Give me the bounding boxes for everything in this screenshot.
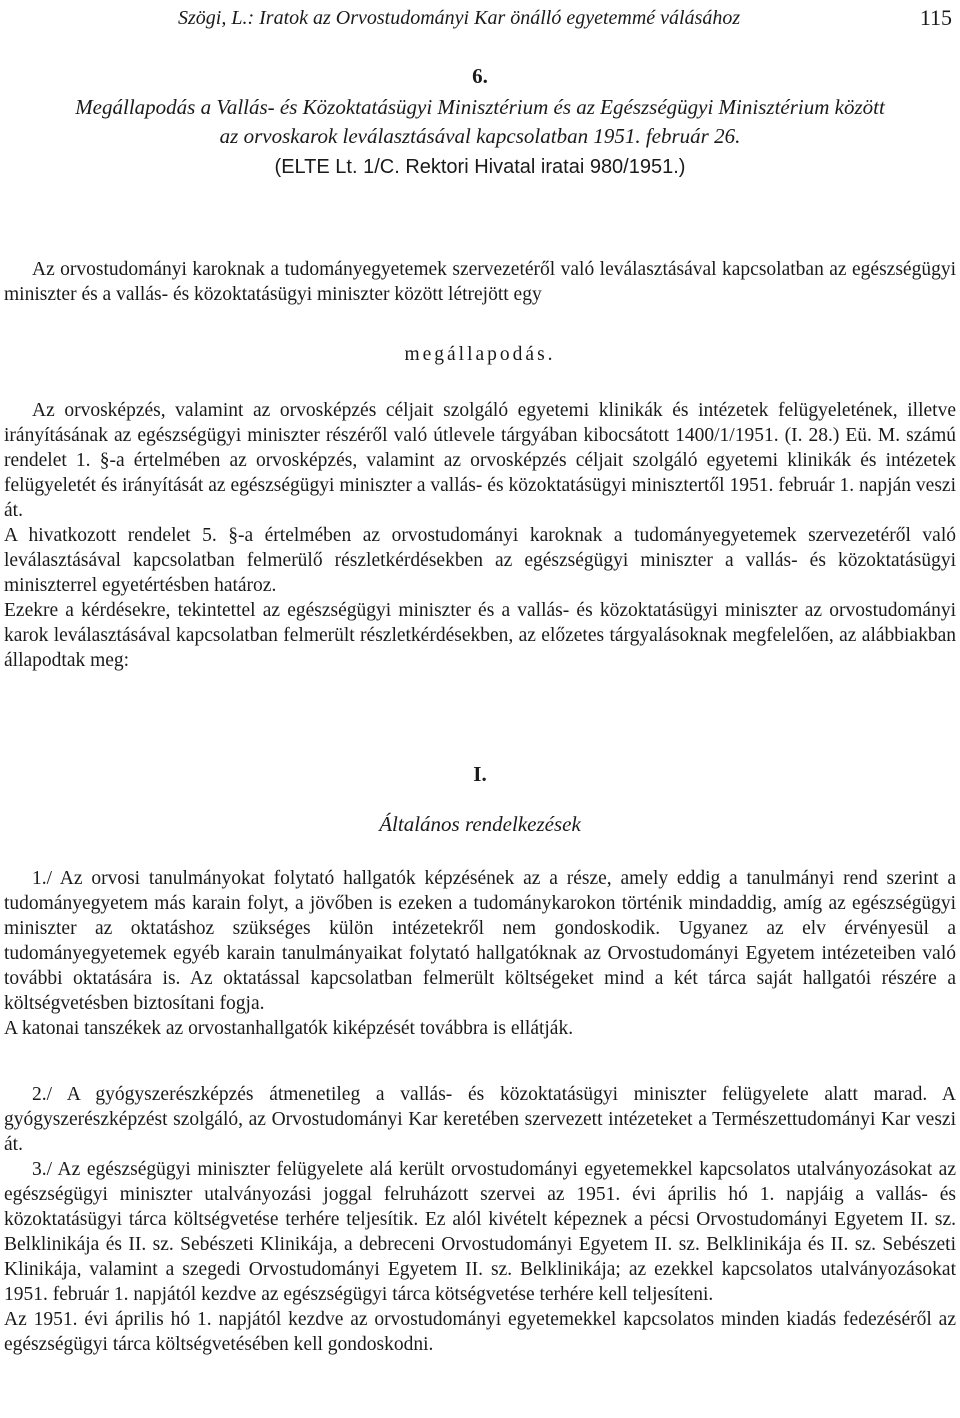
spaced-heading: megállapodás. — [404, 344, 556, 365]
document-title-line-2: az orvoskarok leválasztásával kapcsolatban 1951. február 26. — [219, 124, 741, 148]
intro-paragraph-2: A hivatkozott rendelet 5. §-a értelmében az orvostudományi karoknak a tudományegyetemek szervezetéről való leválasztásával kapcsolatban felmerülő részletkérdésekben az egészségügyi miniszter a vallás- és közoktatásügyi miniszterrel egyetértésben határoz. — [4, 525, 956, 596]
section-1-items-a — [4, 866, 956, 1041]
item-1-continued: A katonai tanszékek az orvostanhallgatók kiképzését továbbra is ellátják. — [4, 1018, 574, 1039]
archival-source: (ELTE Lt. 1/C. Rektori Hivatal iratai 980/1951.) — [274, 156, 686, 178]
section-number: I. — [473, 762, 487, 786]
document-title — [0, 93, 960, 151]
section-1-items-b — [4, 1082, 956, 1357]
preamble-paragraph: Az orvostudományi karoknak a tudományegyetemek szervezetéről való leválasztásával kapcsolatban az egészségügyi miniszter és a vallás- és közoktatásügyi miniszter között létrejött egy — [4, 259, 956, 305]
document-title-line-1: Megállapodás a Vallás- és Közoktatásügyi Minisztérium és az Egészségügyi Minisztérium között — [75, 95, 885, 119]
intro-paragraph-3: Ezekre a kérdésekre, tekintettel az egészségügyi miniszter és a vallás- és közoktatásügyi miniszter az orvostudományi karok leválasztásával kapcsolatban felmerült részletkérdésekben, az előzetes tárgyalásoknak megfelelően, az alábbiakban állapodtak meg: — [4, 600, 956, 671]
item-2: 2./ A gyógyszerészképzés átmenetileg a vallás- és közoktatásügyi miniszter felügyelete alatt marad. A gyógyszerészképzést szolgáló, az Orvostudományi Kar keretében szervezett intézeteket a Természettudományi Kar veszi át. — [4, 1084, 956, 1155]
item-3: 3./ Az egészségügyi miniszter felügyelete alá került orvostudományi egyetemekkel kapcsolatos utalványozásokat az egészségügyi miniszter utalványozási joggal felruházott szervei az 1951. évi április hó 1. napjáig a vallás- és közoktatásügyi tárca költségvetése terhére teljesítik. Ez alól kivételt képeznek a pécsi Orvostudományi Egyetem II. sz. Belklinikája és II. sz. Sebészeti Klinikája, a debreceni Orvostudományi Egyetem II. sz. Belklinikája és II. sz. Sebészeti Klinikája, valamint a szegedi Orvostudományi Egyetem II. sz. Belklinikája; az ezekkel kapcsolatos utalványozásokat 1951. február 1. napjától kezdve az egészségügyi tárca kötségvetése terhére kell teljesíteni. — [4, 1159, 956, 1305]
item-3-continued: Az 1951. évi április hó 1. napjától kezdve az orvostudományi egyetemekkel kapcsolatos minden kiadás fedezéséről az egészségügyi tárca költségvetésében kell gondoskodni. — [4, 1309, 956, 1355]
preamble — [4, 257, 956, 307]
page-number: 115 — [919, 5, 952, 30]
running-header — [0, 4, 960, 34]
intro-block — [4, 398, 956, 673]
running-title: Szögi, L.: Iratok az Orvostudományi Kar önálló egyetemmé válásához — [178, 7, 741, 29]
item-1: 1./ Az orvosi tanulmányokat folytató hallgatók képzésének az a része, amely eddig a tanulmányi rend szerint a tudományegyetem más karain folyt, a jövőben is ezeken a tudománykarokon történik mindaddig, amíg az egészségügyi miniszter az oktatáshoz szükséges külön intézetekről nem gondoskodik. Ugyanez az elv érvényesül a tudományegyetemek egyéb karain tanulmányaikat folytató hallgatóknak az Orvostudományi Egyetem intézeteiben való további oktatására is. Az oktatással kapcsolatban felmerült költségeket mind a két tárca saját hallgatói részére a költségvetésben biztosítani fogja. — [4, 868, 956, 1014]
intro-paragraph-1: Az orvosképzés, valamint az orvosképzés céljait szolgáló egyetemi klinikák és intézetek felügyeletének, illetve irányításának az egészségügyi miniszter részéről való útlevele tárgyában kibocsátott 1400/1/1951. (I. 28.) Eü. M. számú rendelet 1. §-a értelmében az orvosképzés, valamint az orvosképzés céljait szolgáló egyetemi klinikák és intézetek felügyeletét és irányítását az egészségügyi miniszter a vallás- és közoktatásügyi minisztertől 1951. február 1. napján veszi át. — [4, 400, 956, 521]
document-number: 6. — [472, 64, 488, 88]
section-title: Általános rendelkezések — [379, 812, 581, 836]
